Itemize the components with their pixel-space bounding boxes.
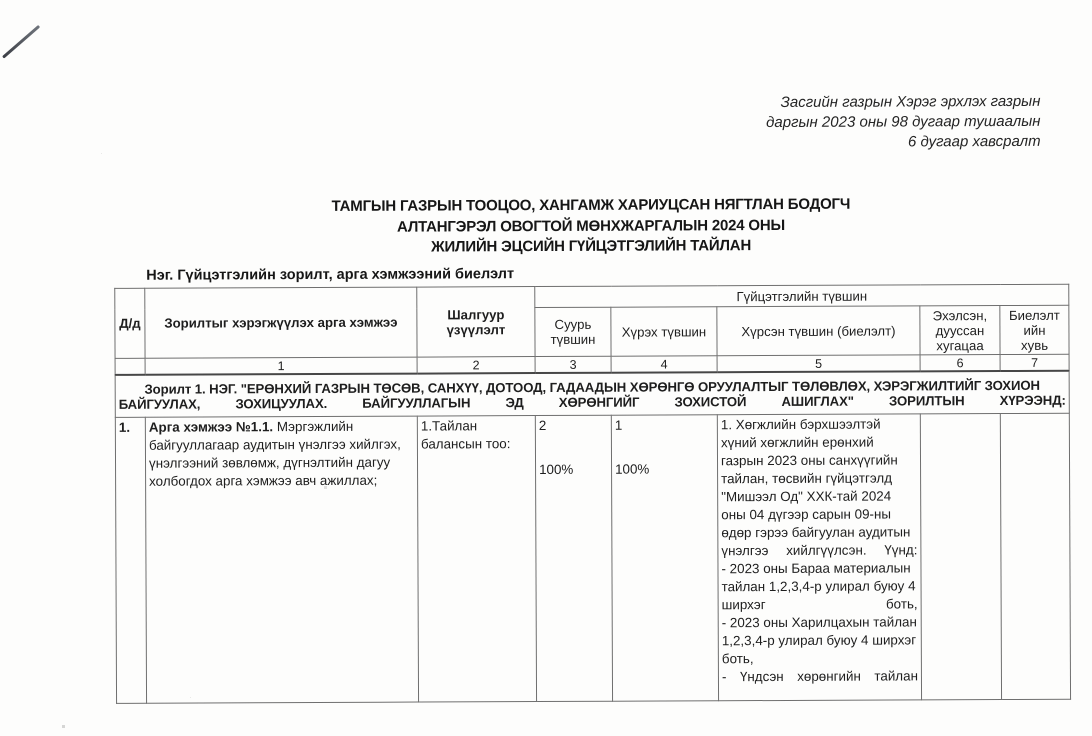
table-row — [115, 413, 1070, 703]
target-level-cell — [611, 415, 718, 701]
target-level-value: 1 — [614, 417, 623, 433]
measure-text: Мэргэжлийн байгууллагаар аудитын үнэлгээ хийлгэх, үнэлгээний зөвлөмж, дүгнэлтийн дагуу холбогдох арга хэмжээ авч ажиллах; — [148, 418, 401, 489]
page-title — [121, 194, 1061, 260]
goal-text: Зорилт 1. НЭГ. "ЕРӨНХИЙ ГАЗРЫН ТӨСӨВ, САНХҮҮ, ДОТООД, ГАДААДЫН ХӨРӨНГӨ ОРУУЛАЛТЫГ ТӨЛӨВЛӨХ, ХЭРЭГЖИЛТИЙГ ЗОХИОН БАЙГУУЛАХ, ЗОХИЦУУЛАХ. БАЙГУУЛЛАГЫН ЭД ХӨРӨНГИЙГ ЗОХИСТОЙ АШИГЛАХ" ЗОРИЛТЫН ХҮРЭЭНД: — [115, 371, 1069, 418]
header-period: Эхэлсэн, дууссан хугацаа — [920, 306, 1000, 355]
criteria-cell: 1.Тайлан балансын тоо: — [417, 416, 536, 703]
row-number: 1. — [115, 417, 146, 703]
header-performance-span: Гүйцэтгэлийн түвшин — [535, 284, 1069, 307]
column-number: 3 — [535, 356, 611, 373]
title-line: ЖИЛИЙН ЭЦСИЙН ГҮЙЦЭТГЭЛИЙН ТАЙЛАН — [431, 237, 752, 256]
base-level-value: 2 — [538, 418, 547, 434]
title-line: ТАМГЫН ГАЗРЫН ТООЦОО, ХАНГАМЖ ХАРИУЦСАН НЯГТЛАН БОДОГЧ — [331, 195, 851, 215]
percent-cell — [1000, 413, 1070, 699]
target-level-percent: 100% — [615, 461, 650, 477]
performance-table — [114, 284, 1071, 704]
title-line: АЛТАНГЭРЭЛ ОВОГТОЙ МӨНХЖАРГАЛЫН 2024 ОНЫ — [396, 216, 786, 236]
column-number: 6 — [920, 355, 1000, 372]
annotation-line: даргын 2023 оны 98 дугаар тушаалын — [766, 112, 1041, 132]
column-number-empty — [115, 358, 145, 375]
base-level-percent: 100% — [539, 461, 574, 478]
header-achieved-level: Хүрсэн түвшин (биелэлт) — [717, 306, 920, 356]
header-target-level: Хүрэх түвшин — [611, 307, 717, 356]
annotation-line: 6 дугаар хавсралт — [907, 132, 1041, 151]
goal-row — [115, 371, 1069, 418]
column-number: 4 — [611, 356, 717, 373]
header-dd: Д/д — [115, 288, 145, 358]
measure-cell — [145, 416, 418, 703]
header-base-level: Суурь түвшин — [535, 307, 611, 356]
column-number: 5 — [717, 355, 920, 372]
base-level-cell — [535, 415, 612, 701]
column-number: 1 — [145, 357, 417, 375]
column-number: 2 — [417, 357, 535, 374]
column-number: 7 — [1000, 354, 1069, 371]
period-cell — [920, 414, 1001, 700]
section-heading: Нэг. Гүйцэтгэлийн зорилт, арга хэмжээний биелэлт — [146, 266, 515, 284]
annotation-line: Засгийн газрын Хэрэг эрхлэх газрын — [780, 92, 1041, 111]
measure-number: Арга хэмжээ №1.1. — [148, 419, 274, 435]
achieved-cell: 1. Хөгжлийн бэрхшээлтэй хүний хөгжлийн ерөнхий газрын 2023 оны санхүүгийн тайлан, төсвийн гүйцэтгэлд "Мишээл Од" ХХК-тай 2024 оны 04 дүгээр сарын 09-ны өдөр гэрээ байгуулан аудитын үнэлгээ хийлгүүлсэн. Үүнд: - 2023 оны Бараа материалын тайлан 1,2,3,4-р улирал буюу 4 ширхэг боть, - 2023 оны Харилцахын тайлан 1,2,3,4-р улирал буюу 4 ширхэг боть, - Үндсэн хөрөнгийн тайлан — [717, 414, 921, 701]
header-percent: Биелэлт ийн хувь — [1000, 305, 1069, 354]
header-criteria: Шалгуур үзүүлэлт — [417, 287, 535, 358]
header-measure: Зорилтыг хэрэгжүүлэх арга хэмжээ — [145, 287, 417, 358]
scan-noise — [0, 0, 1, 1]
decree-annotation — [620, 92, 1040, 154]
